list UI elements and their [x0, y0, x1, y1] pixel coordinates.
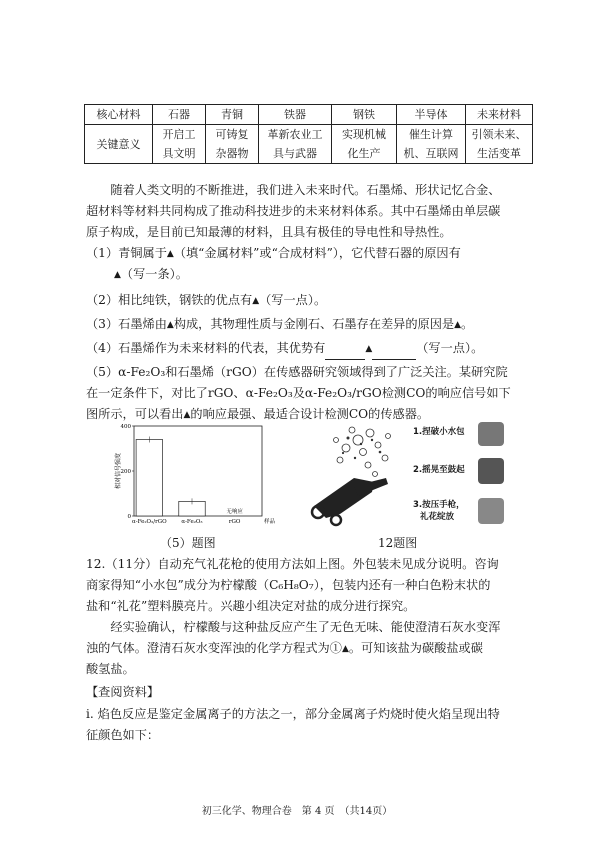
cell-line: 机、互联网: [403, 147, 459, 160]
answer-blank-marker: ▲: [183, 410, 191, 420]
q3-text: 构成，其物理性质与金刚石、石墨存在差异的原因是: [173, 317, 455, 331]
paragraph-line: 超材料等材料共同构成了推动科技进步的未来材料体系。其中石墨烯由单层碳: [86, 204, 501, 218]
figure-caption: （5）题图: [160, 536, 216, 550]
table-row: [85, 105, 533, 125]
cell-line: 催生计算: [409, 128, 453, 141]
answer-blank-marker: ▲: [252, 296, 260, 306]
step-label: 2.摇晃至鼓起: [413, 465, 465, 475]
answer-blank-marker: ▲: [454, 320, 462, 330]
table-cell: 关键意义: [85, 125, 153, 164]
table-cell: [332, 125, 397, 164]
q12-text: 浊的气体。澄清石灰水变浑浊的化学方程式为①: [86, 641, 342, 655]
q1-text: （1）青铜属于: [86, 246, 167, 260]
confetti-gun-illustration: [300, 418, 510, 534]
cell-line: 化生产: [347, 147, 381, 160]
confetti-cluster: [334, 427, 391, 477]
table-cell: 青铜: [206, 105, 259, 125]
bar: [136, 440, 162, 517]
table-cell: [206, 125, 259, 164]
step-photos: [478, 422, 504, 524]
x-axis-label: 样品: [264, 519, 276, 525]
q3-text: （3）石墨烯由: [86, 317, 167, 331]
step-label: 3.按压手枪，: [413, 500, 465, 510]
answer-blank-marker: ▲: [166, 249, 174, 259]
materials-table: [84, 104, 533, 164]
table-cell: 核心材料: [85, 105, 153, 125]
q4-text: （4）石墨烯作为未来材料的代表，其优势有: [86, 341, 326, 355]
paragraph-line: 随着人类文明的不断推进，我们进入未来时代。石墨烯、形状记忆合金、: [110, 183, 501, 197]
figure-caption: 12题图: [378, 536, 418, 550]
q4-text: （写一点）。: [416, 341, 484, 355]
question-12-line: 酸氢盐。: [86, 662, 135, 676]
question-12-line: 盐和“礼花”塑料膜亮片。兴趣小组决定对盐的成分进行探究。: [86, 599, 416, 613]
q2-text: （写一点）。: [259, 293, 327, 307]
data-annotation: 无响应: [226, 509, 243, 515]
cell-line: 具文明: [162, 147, 196, 160]
question-5-line: 在一定条件下，对比了rGO、α-Fe₂O₃及α-Fe₂O₃/rGO检测CO的响应信号如下: [86, 386, 511, 400]
question-12-line: 12.（11分）自动充气礼花枪的使用方法如上图。外包装未见成分说明。咨询: [86, 557, 499, 571]
table-cell: [153, 125, 206, 164]
question-2: [86, 290, 326, 312]
question-12-line: [86, 638, 483, 660]
table-cell: 铁器: [259, 105, 332, 125]
y-tick-label: 0: [127, 514, 131, 520]
answer-underline: [372, 338, 416, 360]
cell-line: 开启工: [162, 128, 196, 141]
table-cell: [466, 125, 533, 164]
x-tick-label: α-Fe₂O₃: [181, 519, 203, 525]
cell-line: 杂器物: [215, 147, 249, 160]
answer-underline: [325, 338, 365, 360]
step-label: 礼花绽放: [420, 512, 455, 522]
answer-blank-marker: ▲: [365, 344, 373, 354]
question-12-line: 经实验确认，柠檬酸与这种盐反应产生了无色无味、能使澄清石灰水变浑: [110, 620, 501, 634]
cell-line: 实现机械: [342, 128, 386, 141]
table-cell: 石器: [153, 105, 206, 125]
question-3: [86, 314, 473, 336]
response-bar-chart: [112, 418, 276, 532]
confetti-dots: [342, 437, 381, 460]
answer-blank-marker: ▲: [166, 320, 174, 330]
reference-heading: 【查阅资料】: [86, 685, 160, 699]
q1-text: （填“金属材料”或“合成材料”），它代替石器的原因有: [173, 246, 461, 260]
question-1: [86, 243, 461, 265]
table-row: [85, 125, 533, 164]
y-tick-label: 200: [120, 469, 131, 475]
y-axis-label: 相对信号强度: [115, 452, 122, 490]
table-cell: 半导体: [397, 105, 466, 125]
page-footer: 初三化学、物理合卷 第 4 页 （共14页）: [201, 806, 393, 817]
table-cell: 未来材料: [466, 105, 533, 125]
question-12-line: 商家得知“小水包”成分为柠檬酸（C₆H₈O₇），包装内还有一种白色粉末状的: [86, 578, 491, 592]
cell-line: 引领未来、: [471, 128, 527, 141]
question-4: [86, 338, 483, 360]
cell-line: 具与武器: [273, 147, 317, 160]
step-label: 1.捏破小水包: [413, 427, 465, 437]
y-tick-label: 400: [120, 424, 131, 430]
x-tick-label: rGO: [228, 519, 241, 525]
question-1-cont: [114, 264, 188, 286]
table-cell: [259, 125, 332, 164]
table-cell: 钢铁: [332, 105, 397, 125]
reference-line: i. 焰色反应是鉴定金属离子的方法之一，部分金属离子灼烧时使火焰呈现出特: [86, 707, 500, 721]
q5-text: 图所示，可以看出: [86, 407, 184, 421]
question-5-line: （5）α-Fe₂O₃和石墨烯（rGO）在传感器研究领域得到了广泛关注。某研究院: [86, 365, 508, 379]
q2-text: （2）相比纯铁，钢铁的优点有: [86, 293, 253, 307]
gun-body: [312, 478, 388, 525]
cell-line: 可铸复: [215, 128, 249, 141]
q1-text: （写一条）。: [120, 267, 188, 281]
q3-text: 。: [461, 317, 474, 331]
q5-text: 的响应最强、最适合设计检测CO的传感器。: [190, 407, 430, 421]
table-cell: [397, 125, 466, 164]
cell-line: 革新农业工: [267, 128, 323, 141]
answer-blank-marker: ▲: [341, 644, 349, 654]
x-tick-label: α-Fe₂O₃/rGO: [132, 519, 167, 525]
paragraph-line: 原子构成，是目前已知最薄的材料，且具有极佳的导电性和导热性。: [86, 225, 452, 239]
answer-blank-marker: ▲: [114, 270, 121, 280]
reference-line: 征颜色如下：: [86, 728, 160, 742]
q12-text: 。可知该盐为碳酸盐或碳: [348, 641, 483, 655]
cell-line: 生活变革: [477, 147, 521, 160]
